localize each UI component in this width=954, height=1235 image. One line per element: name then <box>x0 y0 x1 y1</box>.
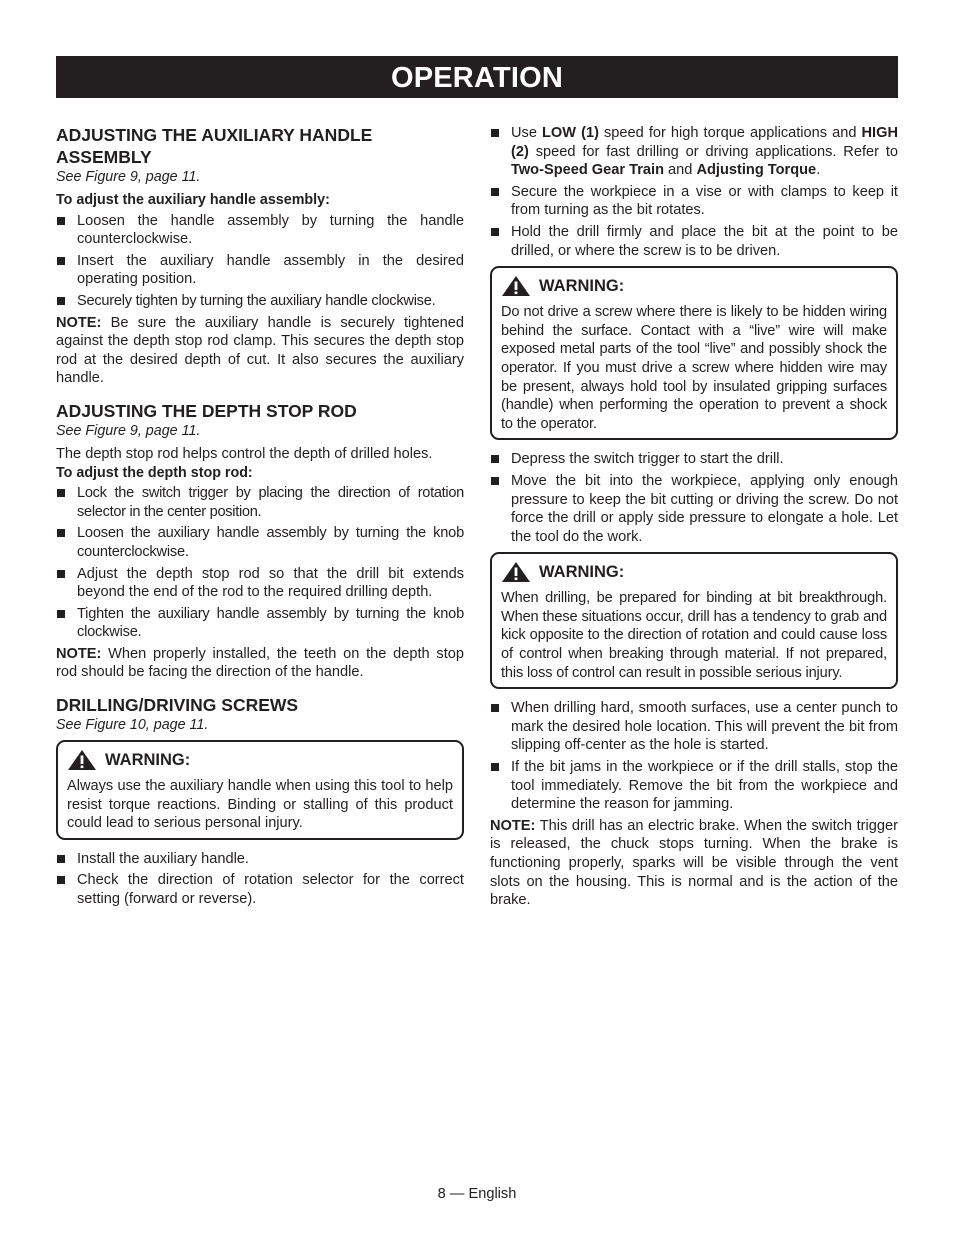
warning-text: Always use the auxiliary handle when using this tool to help resist torque reactions. Binding or stalling of this product could lead to serious personal injury. <box>67 778 453 832</box>
list-item: Install the auxiliary handle. <box>56 850 464 869</box>
warning-heading: WARNING: <box>501 275 887 297</box>
instruction-list <box>56 850 464 909</box>
note-paragraph: NOTE: Be sure the auxiliary handle is securely tightened against the depth stop rod clamp. This secures the depth stop rod at the desired depth of cut. It also secures the auxiliary handle. <box>56 314 464 387</box>
list-item: Depress the switch trigger to start the drill. <box>490 450 898 469</box>
bullet-square-icon <box>491 477 499 485</box>
warning-text: When drilling, be prepared for binding at bit breakthrough. When these situations occur, drill has a tendency to grab and kick opposite to the direction of rotation and could cause loss of control when breaking through material. If not prepared, this loss of control can result in possible serious injury. <box>501 590 887 681</box>
list-item: Secure the workpiece in a vise or with clamps to keep it from turning as the bit rotates. <box>490 183 898 220</box>
instruction-list <box>490 450 898 546</box>
list-item: Use LOW (1) speed for high torque applications and HIGH (2) speed for fast drilling or driving applications. Refer to Two-Speed Gear Train and Adjusting Torque. <box>490 124 898 180</box>
page-footer: 8 — English <box>437 1186 517 1202</box>
bullet-square-icon <box>491 228 499 236</box>
section-title-drilling: DRILLING/DRIVING SCREWS <box>56 695 299 716</box>
list-item: Insert the auxiliary handle assembly in the desired operating position. <box>56 252 464 289</box>
bullet-square-icon <box>491 763 499 771</box>
bullet-square-icon <box>57 876 65 884</box>
left-column <box>56 124 464 912</box>
instruction-list <box>490 699 898 814</box>
intro-paragraph: The depth stop rod helps control the depth of drilled holes. <box>56 445 433 462</box>
list-item: Adjust the depth stop rod so that the drill bit extends beyond the end of the rod to the required drilling depth. <box>56 565 464 602</box>
bullet-square-icon <box>57 489 65 497</box>
warning-box <box>490 266 898 440</box>
figure-reference: See Figure 10, page 11. <box>56 717 209 734</box>
list-item: Check the direction of rotation selector for the correct setting (forward or reverse). <box>56 871 464 908</box>
list-item: Securely tighten by turning the auxiliary handle clockwise. <box>56 292 464 311</box>
bullet-square-icon <box>491 188 499 196</box>
bullet-square-icon <box>57 855 65 863</box>
warning-box <box>490 552 898 689</box>
note-paragraph: NOTE: This drill has an electric brake. When the switch trigger is released, the chuck stops turning. When the brake is functioning properly, sparks will be visible through the vent slots on the housing. This is normal and is the action of the brake. <box>490 817 898 909</box>
list-item: When drilling hard, smooth surfaces, use a center punch to mark the desired hole location. This will prevent the bit from slipping off-center as the hole is started. <box>490 699 898 755</box>
bullet-square-icon <box>491 455 499 463</box>
bullet-square-icon <box>491 704 499 712</box>
bullet-square-icon <box>57 610 65 618</box>
list-item: Hold the drill firmly and place the bit at the point to be drilled, or where the screw is to be driven. <box>490 223 898 260</box>
instruction-list <box>490 124 898 260</box>
page-title: OPERATION <box>56 56 898 98</box>
bullet-square-icon <box>491 129 499 137</box>
warning-triangle-icon <box>501 275 531 297</box>
bullet-square-icon <box>57 297 65 305</box>
subheading: To adjust the auxiliary handle assembly: <box>56 192 330 208</box>
note-paragraph: NOTE: When properly installed, the teeth on the depth stop rod should be facing the direction of the handle. <box>56 645 464 681</box>
list-item: Loosen the handle assembly by turning the handle counterclockwise. <box>56 212 464 249</box>
list-item: If the bit jams in the workpiece or if the drill stalls, stop the tool immediately. Remove the bit from the workpiece and determine the reason for jamming. <box>490 758 898 814</box>
warning-triangle-icon <box>501 561 531 583</box>
list-item: Move the bit into the workpiece, applying only enough pressure to keep the bit cutting or driving the screw. Do not force the drill or apply side pressure to elongate a hole. Let the tool do the work. <box>490 472 898 546</box>
section-title-auxiliary-handle: ADJUSTING THE AUXILIARY HANDLE ASSEMBLY <box>56 125 373 167</box>
list-item: Loosen the auxiliary handle assembly by turning the knob counterclockwise. <box>56 524 464 561</box>
figure-reference: See Figure 9, page 11. <box>56 422 201 439</box>
warning-text: Do not drive a screw where there is likely to be hidden wiring behind the surface. Contact with a “live” wire will make exposed metal parts of the tool “live” and possibly shock the operator. If you must drive a screw where hidden wire may be present, always hold tool by insulated gripping surfaces (handle) when performing the operation to prevent a shock to the operator. <box>501 304 887 432</box>
figure-reference: See Figure 9, page 11. <box>56 169 201 185</box>
instruction-list <box>56 484 464 642</box>
warning-heading: WARNING: <box>67 749 453 771</box>
warning-triangle-icon <box>67 749 97 771</box>
section-title-depth-stop-rod: ADJUSTING THE DEPTH STOP ROD <box>56 400 357 421</box>
bullet-square-icon <box>57 570 65 578</box>
list-item: Lock the switch trigger by placing the direction of rotation selector in the center position. <box>56 484 464 521</box>
right-column <box>490 124 898 915</box>
bullet-square-icon <box>57 257 65 265</box>
subheading: To adjust the depth stop rod: <box>56 464 253 481</box>
bullet-square-icon <box>57 529 65 537</box>
warning-box <box>56 740 464 840</box>
warning-heading: WARNING: <box>501 561 887 583</box>
instruction-list <box>56 212 464 311</box>
bullet-square-icon <box>57 217 65 225</box>
list-item: Tighten the auxiliary handle assembly by turning the knob clockwise. <box>56 605 464 642</box>
